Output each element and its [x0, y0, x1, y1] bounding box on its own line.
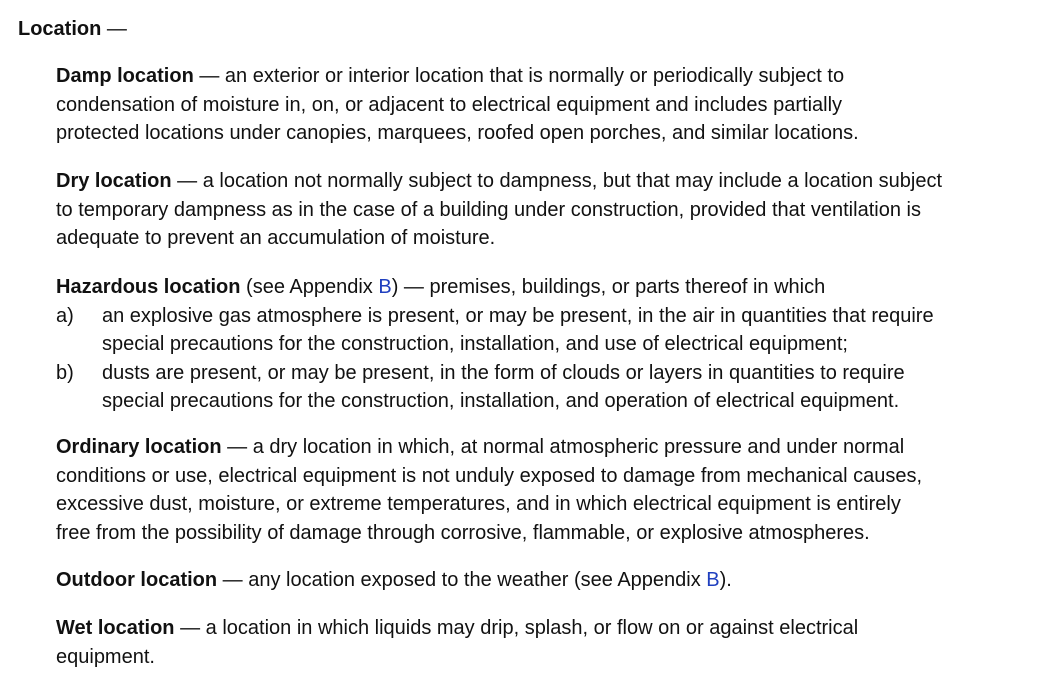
definition-outdoor-location — [56, 566, 1046, 595]
outdoor-appendix-b-link[interactable]: B — [706, 569, 720, 591]
item-b-line-1: dusts are present, or may be present, in the form of clouds or layers in quantities to require — [102, 361, 905, 384]
dry-line-3: adequate to prevent an accumulation of moisture. — [56, 227, 496, 250]
item-a-line-1: an explosive gas atmosphere is present, or may be present, in the air in quantities that require — [102, 304, 934, 327]
appendix-b-link[interactable]: B — [378, 276, 392, 298]
damp-line-1 — [56, 62, 1046, 91]
hazardous-post-ref: ) — premises, buildings, or parts thereof in which — [391, 276, 826, 298]
ordinary-term: Ordinary location — [56, 436, 222, 458]
ordinary-line-1 — [56, 433, 1046, 462]
item-a-line-2: special precautions for the construction, installation, and use of electrical equipment; — [102, 333, 848, 356]
dry-text-1: — a location not normally subject to dampness, but that may include a location subject — [171, 170, 942, 192]
ordinary-text-1: — a dry location in which, at normal atmospheric pressure and under normal — [221, 436, 905, 458]
hazardous-line-1 — [56, 273, 1046, 302]
wet-line-1 — [56, 614, 1046, 643]
outdoor-term: Outdoor location — [56, 569, 218, 591]
dry-term: Dry location — [56, 170, 172, 192]
section-heading — [18, 15, 127, 43]
wet-text-1: — a location in which liquids may drip, splash, or flow on or against electrical — [174, 617, 859, 639]
hazardous-pre-ref: (see Appendix — [240, 276, 379, 298]
item-a-text — [102, 302, 1046, 359]
item-b-line-2: special precautions for the construction, installation, and operation of electrical equipment. — [102, 390, 900, 413]
damp-text-1: — an exterior or interior location that is normally or periodically subject to — [193, 65, 845, 87]
hazardous-sub-list — [56, 302, 1046, 416]
definition-hazardous-location — [56, 273, 1046, 302]
item-b-text — [102, 359, 1046, 416]
dry-line-2: to temporary dampness as in the case of a building under construction, provided that ventilation is — [56, 198, 921, 221]
item-a-marker: a) — [56, 304, 74, 327]
hazardous-term: Hazardous location — [56, 276, 241, 298]
definition-damp-location — [56, 62, 1046, 148]
ordinary-line-4: free from the possibility of damage through corrosive, flammable, or explosive atmospheres. — [56, 521, 870, 544]
outdoor-line-1 — [56, 566, 1046, 595]
hazardous-item-b — [56, 359, 1046, 416]
ordinary-line-3: excessive dust, moisture, or extreme temperatures, and in which electrical equipment is entirely — [56, 493, 901, 516]
definition-dry-location — [56, 167, 1046, 253]
heading-dash: — — [101, 18, 127, 40]
dry-line-1 — [56, 167, 1046, 196]
damp-line-3: protected locations under canopies, marquees, roofed open porches, and similar locations. — [56, 122, 859, 145]
item-b-marker: b) — [56, 361, 74, 384]
outdoor-post-ref: ). — [719, 569, 732, 591]
wet-term: Wet location — [56, 617, 175, 639]
definition-wet-location — [56, 614, 1046, 671]
definition-ordinary-location — [56, 433, 1046, 547]
hazardous-item-a — [56, 302, 1046, 359]
outdoor-pre-ref: — any location exposed to the weather (see Appendix — [217, 569, 707, 591]
damp-term: Damp location — [56, 65, 194, 87]
wet-line-2: equipment. — [56, 645, 155, 668]
heading-term: Location — [18, 18, 102, 40]
ordinary-line-2: conditions or use, electrical equipment is not unduly exposed to damage from mechanical causes, — [56, 464, 923, 487]
damp-line-2: condensation of moisture in, on, or adjacent to electrical equipment and includes partially — [56, 93, 843, 116]
